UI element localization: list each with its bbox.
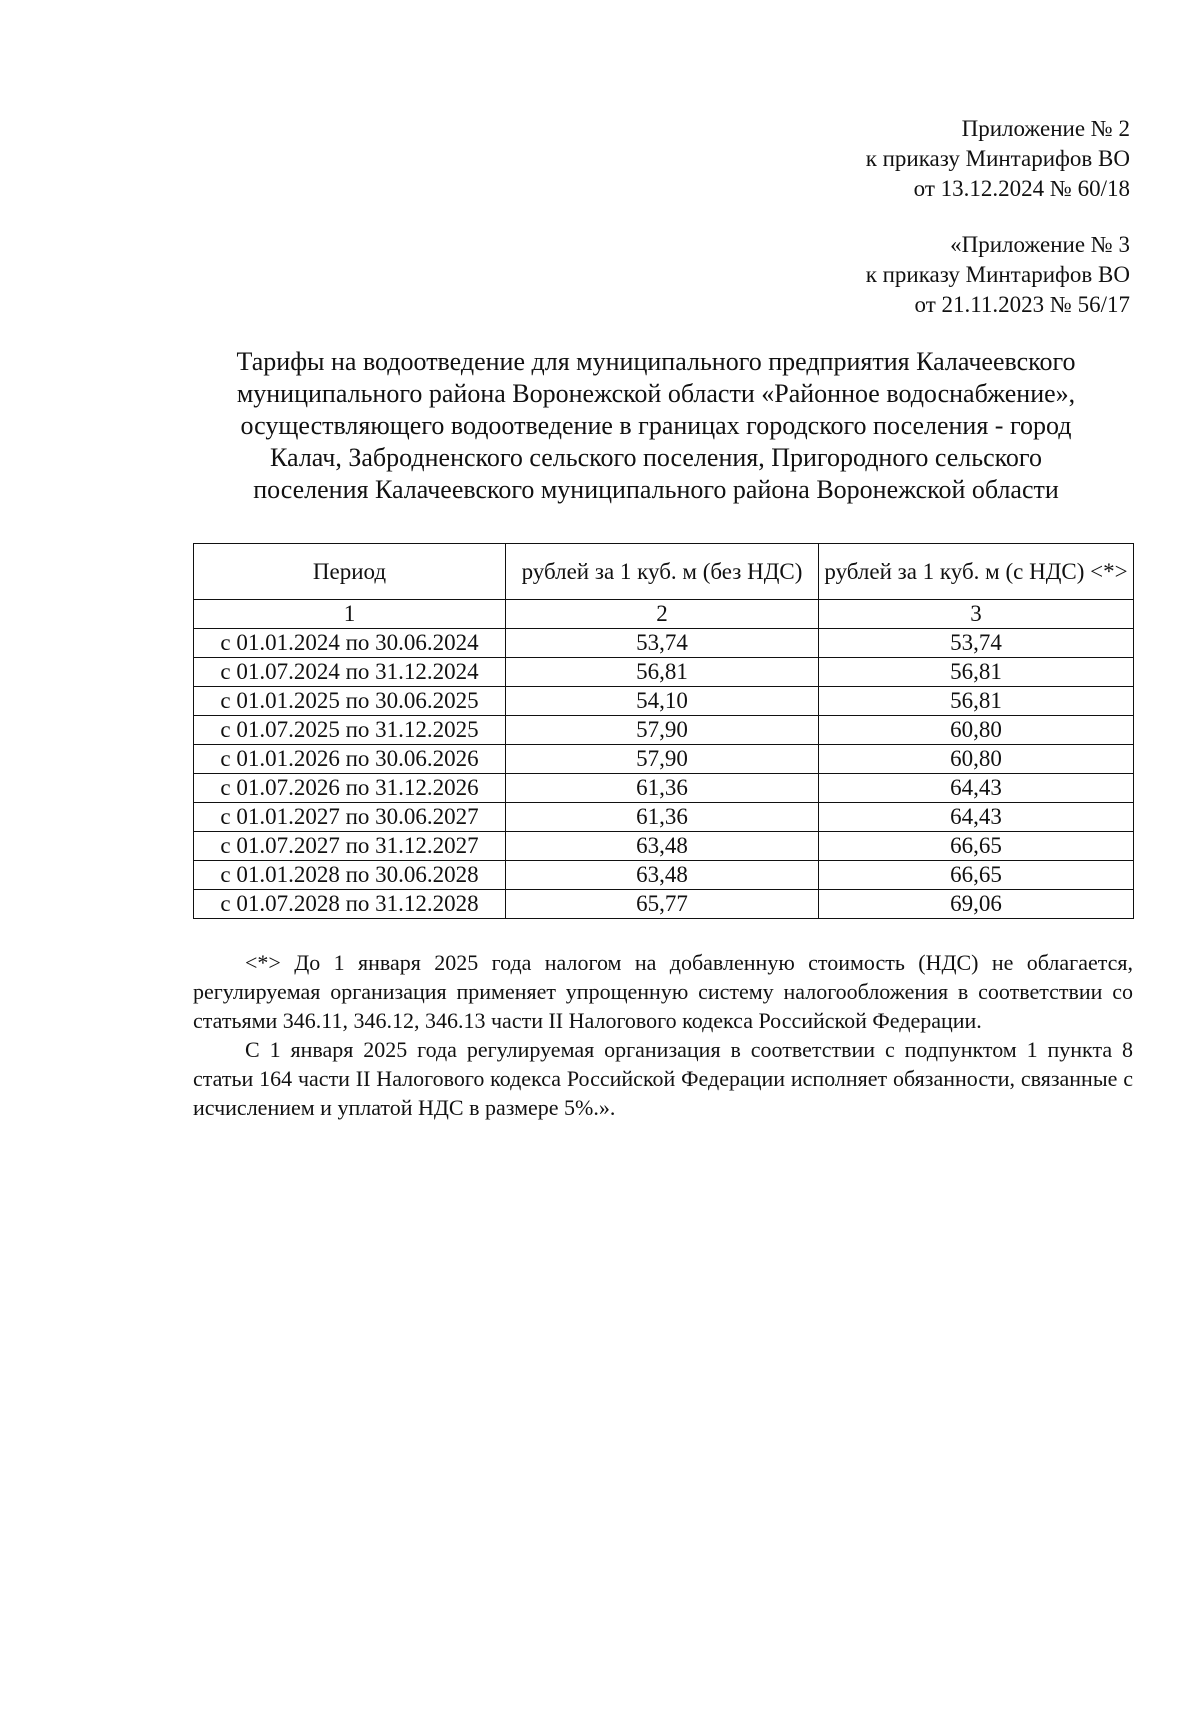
cell-period: с 01.01.2025 по 30.06.2025 (194, 687, 506, 716)
footnotes (193, 948, 1133, 1122)
title-line: Калач, Забродненского сельского поселения, Пригородного сельского (270, 443, 1042, 472)
tariff-table (193, 543, 1134, 919)
column-header-period: Период (194, 544, 506, 600)
appendix-order-ref: к приказу Минтарифов ВО (865, 146, 1130, 171)
cell-price-without-vat: 65,77 (506, 890, 819, 919)
appendix-number: Приложение № 2 (961, 116, 1130, 141)
appendix-header-current (866, 114, 1130, 204)
appendix-order-date: от 13.12.2024 № 60/18 (913, 176, 1130, 201)
title-line: поселения Калачеевского муниципального района Воронежской области (253, 475, 1059, 504)
cell-price-with-vat: 66,65 (819, 832, 1134, 861)
column-numbers-row (194, 600, 1134, 629)
table-row (194, 745, 1134, 774)
column-number: 1 (194, 600, 506, 629)
table-row (194, 861, 1134, 890)
cell-price-without-vat: 63,48 (506, 832, 819, 861)
column-number: 3 (819, 600, 1134, 629)
cell-period: с 01.07.2025 по 31.12.2025 (194, 716, 506, 745)
cell-period: с 01.07.2026 по 31.12.2026 (194, 774, 506, 803)
title-line: осуществляющего водоотведение в границах городского поселения - город (240, 411, 1072, 440)
table-row (194, 774, 1134, 803)
cell-price-without-vat: 53,74 (506, 629, 819, 658)
cell-period: с 01.07.2024 по 31.12.2024 (194, 658, 506, 687)
column-number: 2 (506, 600, 819, 629)
cell-price-without-vat: 54,10 (506, 687, 819, 716)
cell-period: с 01.01.2027 по 30.06.2027 (194, 803, 506, 832)
table-row (194, 658, 1134, 687)
appendix-order-date: от 21.11.2023 № 56/17 (914, 292, 1130, 317)
table-row (194, 716, 1134, 745)
cell-price-with-vat: 64,43 (819, 774, 1134, 803)
cell-period: с 01.01.2026 по 30.06.2026 (194, 745, 506, 774)
cell-price-without-vat: 63,48 (506, 861, 819, 890)
cell-period: с 01.07.2027 по 31.12.2027 (194, 832, 506, 861)
column-header-without-vat: рублей за 1 куб. м (без НДС) (506, 544, 819, 600)
table-row (194, 629, 1134, 658)
table-row (194, 803, 1134, 832)
cell-price-with-vat: 69,06 (819, 890, 1134, 919)
cell-period: с 01.01.2028 по 30.06.2028 (194, 861, 506, 890)
cell-period: с 01.01.2024 по 30.06.2024 (194, 629, 506, 658)
document-title (186, 346, 1126, 506)
cell-price-with-vat: 60,80 (819, 716, 1134, 745)
cell-price-without-vat: 56,81 (506, 658, 819, 687)
footnote-vat-exemption: <*> До 1 января 2025 года налогом на добавленную стоимость (НДС) не облагается, регулируемая организация применяет упрощенную систему налогообложения в соответствии со статьями 346.11, 346.12, 346.13 части II Налогового кодекса Российской Федерации. (193, 950, 1133, 1033)
cell-price-with-vat: 56,81 (819, 658, 1134, 687)
cell-period: с 01.07.2028 по 31.12.2028 (194, 890, 506, 919)
footnote-vat-from-2025: С 1 января 2025 года регулируемая организация в соответствии с подпунктом 1 пункта 8 статьи 164 части II Налогового кодекса Российской Федерации исполняет обязанности, связанные с исчислением и уплатой НДС в размере 5%.». (193, 1037, 1133, 1120)
appendix-number: «Приложение № 3 (950, 232, 1130, 257)
table-row (194, 890, 1134, 919)
cell-price-with-vat: 60,80 (819, 745, 1134, 774)
title-line: муниципального района Воронежской области «Районное водоснабжение», (236, 379, 1076, 408)
cell-price-without-vat: 57,90 (506, 716, 819, 745)
table-header-row (194, 544, 1134, 600)
cell-price-with-vat: 56,81 (819, 687, 1134, 716)
cell-price-without-vat: 61,36 (506, 803, 819, 832)
table-row (194, 832, 1134, 861)
cell-price-with-vat: 53,74 (819, 629, 1134, 658)
column-header-with-vat: рублей за 1 куб. м (с НДС) <*> (819, 544, 1134, 600)
cell-price-with-vat: 66,65 (819, 861, 1134, 890)
cell-price-without-vat: 61,36 (506, 774, 819, 803)
appendix-order-ref: к приказу Минтарифов ВО (865, 262, 1130, 287)
table-row (194, 687, 1134, 716)
cell-price-without-vat: 57,90 (506, 745, 819, 774)
title-line: Тарифы на водоотведение для муниципального предприятия Калачеевского (236, 347, 1076, 376)
appendix-header-previous (866, 230, 1130, 320)
cell-price-with-vat: 64,43 (819, 803, 1134, 832)
